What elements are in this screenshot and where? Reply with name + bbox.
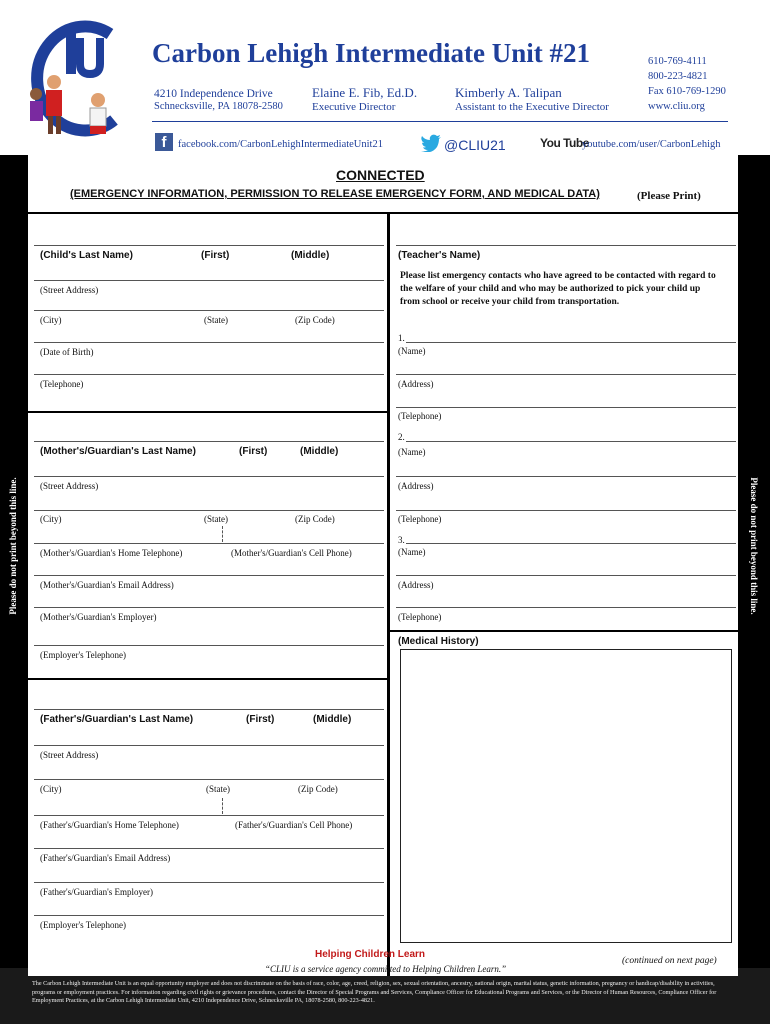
mother-street-label: (Street Address) (40, 481, 99, 491)
teacher-name-label: (Teacher's Name) (398, 250, 481, 261)
father-phone-line[interactable] (34, 815, 384, 816)
please-print: (Please Print) (637, 190, 701, 202)
mother-zip-label: (Zip Code) (295, 514, 335, 524)
form-title: CONNECTED (336, 167, 425, 183)
child-street-line[interactable] (34, 280, 384, 281)
mother-city-label: (City) (40, 514, 62, 524)
child-dob-label: (Date of Birth) (40, 347, 94, 357)
child-street-label: (Street Address) (40, 285, 99, 295)
mother-employer-phone-label: (Employer's Telephone) (40, 650, 127, 660)
child-telephone-label: (Telephone) (40, 379, 84, 389)
address-line-1: 4210 Independence Drive (154, 88, 273, 100)
father-city-label: (City) (40, 784, 62, 794)
phone-1: 610-769-4111 (648, 56, 707, 67)
mother-employer-line[interactable] (34, 607, 384, 608)
child-dob-line[interactable] (34, 342, 384, 343)
contact-2-number: 2. (398, 432, 405, 442)
footer-tagline: “CLIU is a service agency committed to Helping Children Learn.” (265, 964, 507, 974)
father-employer-label: (Father's/Guardian's Employer) (40, 887, 153, 897)
child-city-label: (City) (40, 315, 62, 325)
medical-history-label: (Medical History) (398, 636, 479, 647)
contact-3-name-line[interactable] (406, 543, 736, 544)
assistant-title: Assistant to the Executive Director (455, 101, 609, 113)
continued-note: (continued on next page) (622, 956, 717, 966)
child-middle-label: (Middle) (291, 250, 330, 261)
facebook-icon: f (155, 133, 173, 151)
mother-city-line[interactable] (34, 510, 384, 511)
contact-1-address-line[interactable] (396, 374, 736, 375)
medical-history-box[interactable] (400, 649, 732, 943)
mother-email-line[interactable] (34, 575, 384, 576)
footer-disclaimer: The Carbon Lehigh Intermediate Unit is an equal opportunity employer and does not discriminate on the basis of race, color, age, creed, religion, sex, sexual orientation, ancestry, national origin, marital status, genetic information, pregnancy or handicap/disability in activities, programs or employment practices. For information regarding civil rights or grievance procedures, contact the Director of Special Programs and Services, Compliance Officer for Educational Programs and Services, or the Director of Human Resources, Compliance Officer for Employment Practices, at the Carbon Lehigh Intermediate Unit, 4210 Independence Drive, Schnecksville PA, 18078-2580, 800-223-4821. (32, 980, 717, 1004)
contact-3-name-label: (Name) (398, 547, 426, 557)
contact-2-telephone-line[interactable] (396, 510, 736, 511)
father-cell-phone-label: (Father's/Guardian's Cell Phone) (235, 820, 353, 830)
form-subtitle: (EMERGENCY INFORMATION, PERMISSION TO RELEASE EMERGENCY FORM, AND MEDICAL DATA) (70, 188, 600, 200)
child-first-label: (First) (201, 250, 230, 261)
contact-1-name-label: (Name) (398, 346, 426, 356)
contact-1-number: 1. (398, 333, 405, 343)
child-name-line[interactable] (34, 245, 384, 246)
father-city-line[interactable] (34, 779, 384, 780)
contact-2-name-label: (Name) (398, 447, 426, 457)
mother-home-phone-label: (Mother's/Guardian's Home Telephone) (40, 548, 183, 558)
section-divider-top (28, 212, 738, 214)
father-home-phone-label: (Father's/Guardian's Home Telephone) (40, 820, 179, 830)
helping-children-learn-logo: Helping Children Learn (315, 949, 426, 960)
footer-bar-right (738, 968, 770, 1024)
header-rule (152, 121, 728, 122)
footer-bar-left (0, 968, 28, 1024)
phone-2: 800-223-4821 (648, 71, 708, 82)
contact-1-name-line[interactable] (406, 342, 736, 343)
twitter-icon (420, 134, 442, 152)
medical-section-divider (389, 630, 738, 632)
mother-phone-line[interactable] (34, 543, 384, 544)
mother-state-label: (State) (204, 514, 228, 524)
father-street-label: (Street Address) (40, 750, 99, 760)
mother-cell-phone-label: (Mother's/Guardian's Cell Phone) (231, 548, 352, 558)
child-last-name-label: (Child's Last Name) (40, 250, 133, 261)
father-employer-line[interactable] (34, 882, 384, 883)
contact-2-telephone-label: (Telephone) (398, 514, 442, 524)
mother-phone-separator (222, 526, 223, 542)
contact-1-address-label: (Address) (398, 379, 434, 389)
child-telephone-line[interactable] (34, 374, 384, 375)
mother-section-divider (28, 411, 389, 413)
fax: Fax 610-769-1290 (648, 86, 726, 97)
father-employer-phone-label: (Employer's Telephone) (40, 920, 127, 930)
left-margin-note: Please do not print beyond this line. (8, 477, 18, 615)
logo-graphic (22, 12, 132, 142)
address-line-2: Schnecksville, PA 18078-2580 (154, 101, 283, 112)
youtube-link[interactable]: youtube.com/user/CarbonLehigh (582, 139, 721, 150)
contact-2-name-line[interactable] (406, 441, 736, 442)
father-state-label: (State) (206, 784, 230, 794)
left-margin-bar (0, 155, 28, 968)
mother-email-label: (Mother's/Guardian's Email Address) (40, 580, 174, 590)
assistant-name: Kimberly A. Talipan (455, 85, 562, 100)
mother-employer-label: (Mother's/Guardian's Employer) (40, 612, 157, 622)
website: www.cliu.org (648, 101, 705, 112)
contact-3-telephone-label: (Telephone) (398, 612, 442, 622)
father-name-line[interactable] (34, 709, 384, 710)
org-name: Carbon Lehigh Intermediate Unit #21 (152, 38, 590, 68)
column-divider (387, 213, 390, 978)
father-email-label: (Father's/Guardian's Email Address) (40, 853, 171, 863)
right-margin-bar (738, 155, 770, 968)
director-name: Elaine E. Fib, Ed.D. (312, 85, 418, 100)
mother-first-label: (First) (239, 446, 268, 457)
father-middle-label: (Middle) (313, 714, 352, 725)
mother-name-line[interactable] (34, 441, 384, 442)
twitter-handle[interactable]: @CLIU21 (444, 137, 506, 153)
father-zip-label: (Zip Code) (298, 784, 338, 794)
contact-2-address-label: (Address) (398, 481, 434, 491)
emergency-instructions: Please list emergency contacts who have agreed to be contacted with regard to the welfare of your child and who may be authorized to pick your child up from school or receive your child from transportation. (400, 271, 716, 307)
contact-2-address-line[interactable] (396, 476, 736, 477)
father-street-line[interactable] (34, 745, 384, 746)
child-state-label: (State) (204, 315, 228, 325)
contact-3-address-label: (Address) (398, 580, 434, 590)
contact-1-telephone-label: (Telephone) (398, 411, 442, 421)
facebook-link[interactable]: facebook.com/CarbonLehighIntermediateUnit21 (178, 139, 383, 150)
father-employer-phone-line[interactable] (34, 915, 384, 916)
contact-1-telephone-line[interactable] (396, 407, 736, 408)
director-title: Executive Director (312, 101, 396, 113)
father-last-name-label: (Father's/Guardian's Last Name) (40, 714, 194, 725)
child-city-line[interactable] (34, 310, 384, 311)
father-section-divider (28, 678, 389, 680)
youtube-icon: You Tube (540, 136, 589, 150)
mother-employer-phone-line[interactable] (34, 645, 384, 646)
contact-3-address-line[interactable] (396, 575, 736, 576)
father-first-label: (First) (246, 714, 275, 725)
contact-3-number: 3. (398, 535, 405, 545)
mother-middle-label: (Middle) (300, 446, 339, 457)
child-zip-label: (Zip Code) (295, 315, 335, 325)
cliu-logo (22, 12, 132, 142)
contact-3-telephone-line[interactable] (396, 607, 736, 608)
right-margin-note: Please do not print beyond this line. (749, 477, 759, 615)
father-phone-separator (222, 798, 223, 814)
father-email-line[interactable] (34, 848, 384, 849)
teacher-name-line[interactable] (396, 245, 736, 246)
mother-street-line[interactable] (34, 476, 384, 477)
mother-last-name-label: (Mother's/Guardian's Last Name) (40, 446, 196, 457)
